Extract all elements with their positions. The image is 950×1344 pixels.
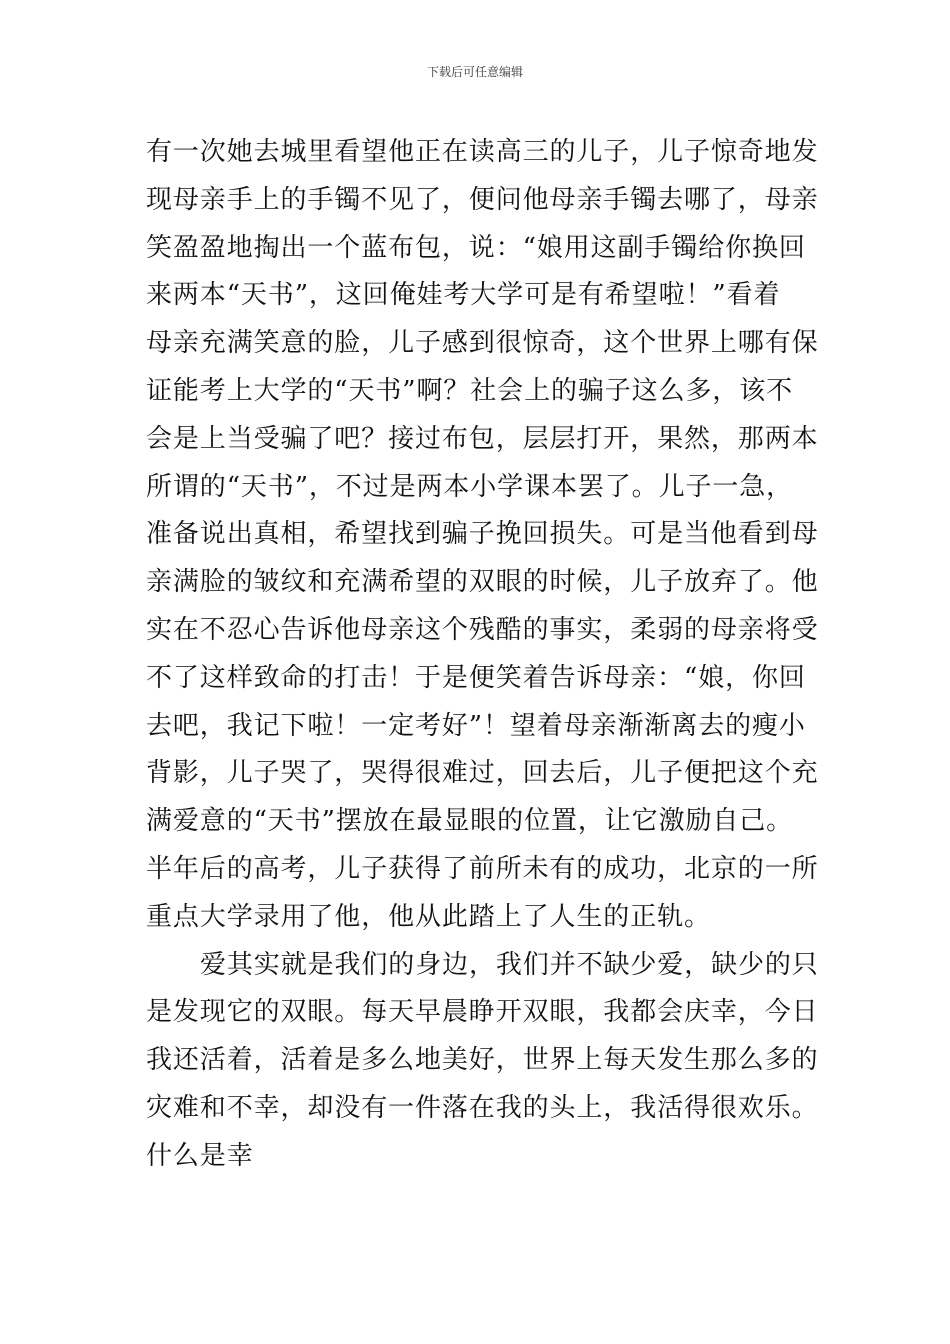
text-line: 亲满脸的皱纹和充满希望的双眼的时候，儿子放弃了。他: [146, 567, 819, 598]
text-line: 背影，儿子哭了，哭得很难过，回去后，儿子便把这个充: [146, 758, 819, 789]
text-line: 满爱意的“天书”摆放在最显眼的位置，让它激励自己。: [146, 806, 794, 837]
page-header: 下载后可任意编辑: [426, 65, 523, 79]
text-line: 笑盈盈地掏出一个蓝布包，说：“娘用这副手镯给你换回: [146, 232, 806, 263]
text-line: 灾难和不幸，却没有一件落在我的头上，我活得很欢乐。: [146, 1092, 819, 1123]
text-line: 我还活着，活着是多么地美好，世界上每天发生那么多的: [146, 1045, 819, 1076]
text-line: 来两本“天书”，这回俺娃考大学可是有希望啦！”看着: [146, 280, 781, 311]
text-line: 实在不忍心告诉他母亲这个残酷的事实，柔弱的母亲将受: [146, 614, 819, 645]
text-line: 不了这样致命的打击！于是便笑着告诉母亲：“娘，你回: [146, 662, 806, 693]
text-line: 去吧，我记下啦！一定考好”！望着母亲渐渐离去的瘦小: [146, 710, 806, 741]
text-line: 什么是幸: [146, 1140, 254, 1171]
body-text: [146, 129, 819, 1181]
text-line: 会是上当受骗了吧？接过布包，层层打开，果然，那两本: [146, 423, 819, 454]
text-line: 现母亲手上的手镯不见了，便问他母亲手镯去哪了，母亲: [146, 184, 819, 215]
text-line: 母亲充满笑意的脸，儿子感到很惊奇，这个世界上哪有保: [146, 328, 819, 359]
text-line: 有一次她去城里看望他正在读高三的儿子，儿子惊奇地发: [146, 137, 819, 167]
text-line: 半年后的高考，儿子获得了前所未有的成功，北京的一所: [146, 853, 819, 884]
text-line: 所谓的“天书”，不过是两本小学课本罢了。儿子一急，: [146, 471, 794, 502]
text-line: 证能考上大学的“天书”啊？社会上的骗子这么多，该不: [146, 375, 794, 406]
text-line: 重点大学录用了他，他从此踏上了人生的正轨。: [146, 901, 711, 932]
paragraph-first-line: 爱其实就是我们的身边，我们并不缺少爱，缺少的只: [200, 949, 819, 980]
text-line: 准备说出真相，希望找到骗子挽回损失。可是当他看到母: [146, 519, 819, 550]
text-line: 是发现它的双眼。每天早晨睁开双眼，我都会庆幸，今日: [146, 997, 819, 1028]
